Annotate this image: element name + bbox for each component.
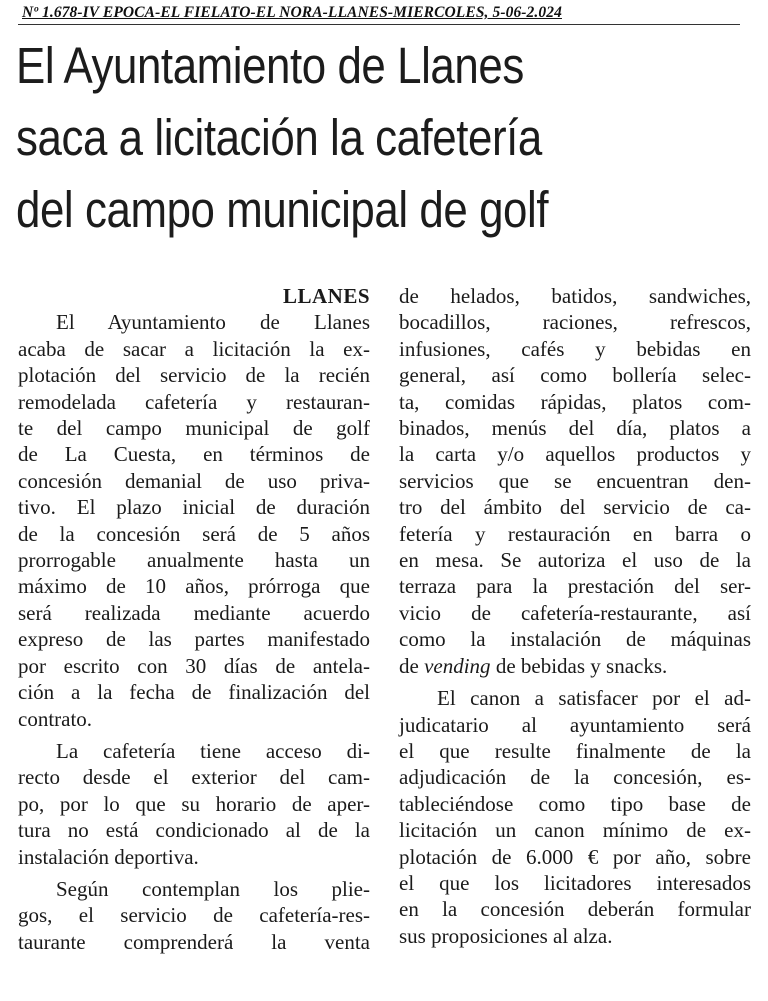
text-line: fetería y restauración en barra o bbox=[399, 521, 751, 546]
text-line: La cafetería tiene acceso di- bbox=[56, 738, 370, 763]
text-line: contrato. bbox=[18, 706, 93, 731]
text-line: bocadillos, raciones, refrescos, bbox=[399, 310, 751, 335]
text-line: instalación deportiva. bbox=[18, 844, 199, 869]
text-line: expreso de las partes manifestado bbox=[18, 627, 370, 652]
text-line: gos, el servicio de cafetería-res- bbox=[18, 903, 370, 928]
text-line: El Ayuntamiento de Llanes bbox=[56, 310, 370, 335]
text-line: de la concesión será de 5 años bbox=[18, 521, 370, 546]
headline-line: del campo municipal de golf bbox=[16, 181, 549, 238]
text-line: judicatario al ayuntamiento será bbox=[399, 712, 751, 737]
text-line: de La Cuesta, en términos de bbox=[18, 442, 370, 467]
headline bbox=[16, 30, 652, 246]
text-line: ta, comidas rápidas, platos com- bbox=[399, 389, 751, 414]
header-rule bbox=[18, 24, 740, 25]
text-line: licitación un canon mínimo de ex- bbox=[399, 818, 751, 843]
text-line: po, por lo que su horario de aper- bbox=[18, 791, 370, 816]
text-line: tura no está condicionado al de la bbox=[18, 818, 370, 843]
italic-term: vending bbox=[424, 653, 491, 678]
column-body bbox=[18, 309, 370, 955]
text-line: de vending de bebidas y snacks. bbox=[399, 653, 668, 678]
headline-line: El Ayuntamiento de Llanes bbox=[16, 37, 524, 94]
column-body bbox=[399, 283, 751, 949]
text-line: general, así como bollería selec- bbox=[399, 363, 751, 388]
text-line: plotación del servicio de la recién bbox=[18, 363, 370, 388]
article-column-left bbox=[18, 283, 370, 955]
text-line: tivo. El plazo inicial de duración bbox=[18, 495, 370, 520]
text-line: ción a la fecha de finalización del bbox=[18, 680, 370, 705]
text-line: en la concesión deberán formular bbox=[399, 897, 751, 922]
issue-header: Nº 1.678-IV EPOCA-EL FIELATO-EL NORA-LLANES-MIERCOLES, 5-06-2.024 bbox=[22, 4, 562, 21]
text-line: taurante comprenderá la venta bbox=[18, 929, 370, 954]
text-line: máximo de 10 años, prórroga que bbox=[18, 574, 370, 599]
text-line: tableciéndose como tipo base de bbox=[399, 791, 751, 816]
text-line: binados, menús del día, platos a bbox=[399, 416, 751, 441]
dateline: LLANES bbox=[282, 284, 370, 308]
text-line: remodelada cafetería y restauran- bbox=[18, 389, 370, 414]
text-line: concesión demanial de uso priva- bbox=[18, 468, 370, 493]
text-line: de helados, batidos, sandwiches, bbox=[399, 284, 751, 308]
text-line: servicios que se encuentran den- bbox=[399, 468, 751, 493]
text-line: plotación de 6.000 € por año, sobre bbox=[399, 844, 751, 869]
text-line: la carta y/o aquellos productos y bbox=[399, 442, 751, 467]
text-line: El canon a satisfacer por el ad- bbox=[437, 686, 751, 711]
text-line: terraza para la prestación del ser- bbox=[399, 574, 751, 599]
text-line: será realizada mediante acuerdo bbox=[18, 600, 370, 625]
text-line: acaba de sacar a licitación la ex- bbox=[18, 336, 370, 361]
text-line: adjudicación de la concesión, es- bbox=[399, 765, 751, 790]
text-line: tro del ámbito del servicio de ca- bbox=[399, 495, 751, 520]
text-line: el que resulte finalmente de la bbox=[399, 738, 751, 763]
text-line: en mesa. Se autoriza el uso de la bbox=[399, 548, 751, 573]
text-line: como la instalación de máquinas bbox=[399, 627, 751, 652]
article-column-right bbox=[399, 283, 751, 949]
text-line: vicio de cafetería-restaurante, así bbox=[399, 600, 751, 625]
headline-line: saca a licitación la cafetería bbox=[16, 109, 542, 166]
text-line: infusiones, cafés y bebidas en bbox=[399, 336, 751, 361]
text-line: te del campo municipal de golf bbox=[18, 416, 370, 441]
text-line: por escrito con 30 días de antela- bbox=[18, 653, 370, 678]
text-line: Según contemplan los plie- bbox=[56, 876, 370, 901]
text-line: sus proposiciones al alza. bbox=[399, 923, 613, 948]
text-line: prorrogable anualmente hasta un bbox=[18, 548, 370, 573]
text-line: recto desde el exterior del cam- bbox=[18, 765, 370, 790]
text-line: el que los licitadores interesados bbox=[399, 870, 751, 895]
